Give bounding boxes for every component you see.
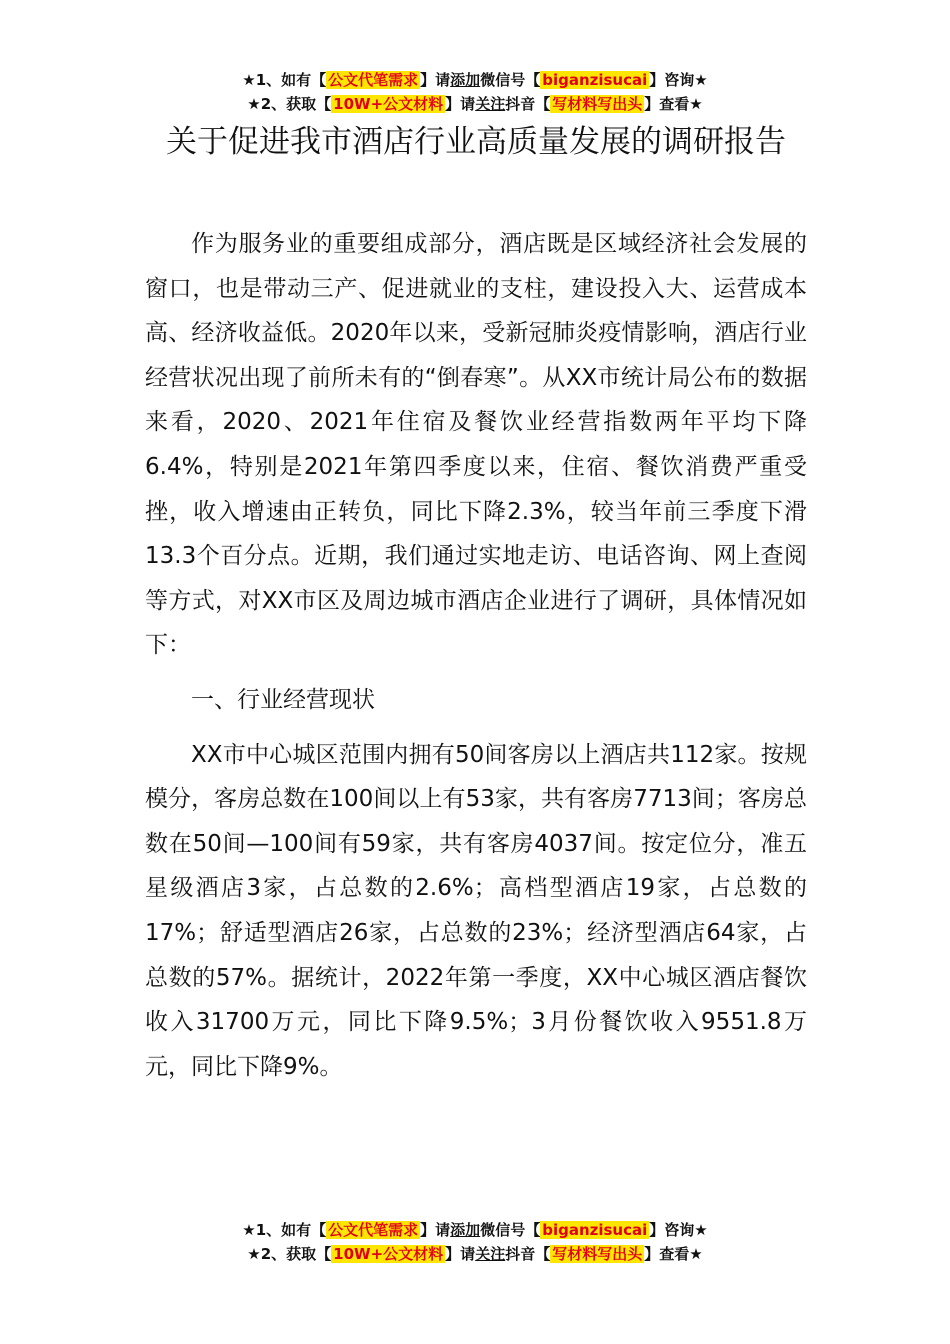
promo-banner-bottom <box>0 1218 950 1266</box>
promo-line-2 <box>0 92 950 116</box>
promo-banner-top <box>0 68 950 116</box>
promo-highlight: 10W+公文材料 <box>333 1245 444 1263</box>
star-icon: ★ <box>694 1221 708 1239</box>
promo-text: 1、如有【 <box>255 1221 327 1239</box>
promo-text: 微信号【 <box>480 71 541 89</box>
promo-text: 微信号【 <box>480 1221 541 1239</box>
promo-text: 2、获取【 <box>260 1245 332 1263</box>
promo-text: 】咨询 <box>649 71 695 89</box>
promo-underlined-word: 添加 <box>450 71 481 89</box>
promo-highlight: 公文代笔需求 <box>328 71 419 89</box>
document-body <box>145 222 807 1089</box>
promo-text: 】请 <box>445 95 476 113</box>
promo-text: 】请 <box>420 71 451 89</box>
promo-text: 】咨询 <box>649 1221 695 1239</box>
promo-line-1 <box>0 1218 950 1242</box>
document-title: 关于促进我市酒店行业高质量发展的调研报告 <box>166 124 786 160</box>
promo-underlined-word: 关注 <box>475 95 506 113</box>
star-icon: ★ <box>689 1245 703 1263</box>
promo-text: 】查看 <box>644 95 690 113</box>
promo-line-2 <box>0 1242 950 1266</box>
wechat-id-highlight: biganzisucai <box>542 1221 648 1239</box>
promo-text: 】请 <box>420 1221 451 1239</box>
promo-highlight: 10W+公文材料 <box>333 95 444 113</box>
promo-highlight: 公文代笔需求 <box>328 1221 419 1239</box>
promo-line-1 <box>0 68 950 92</box>
intro-paragraph: 作为服务业的重要组成部分，酒店既是区域经济社会发展的窗口，也是带动三产、促进就业的支柱，建设投入大、运营成本高、经济收益低。2020年以来，受新冠肺炎疫情影响，酒店行业经营状况出现了前所未有的“倒春寒”。从XX市统计局公布的数据来看，2020、2021年住宿及餐饮业经营指数两年平均下降6.4%，特别是2021年第四季度以来，住宿、餐饮消费严重受挫，收入增速由正转负，同比下降2.3%，较当年前三季度下滑13.3个百分点。近期，我们通过实地走访、电话咨询、网上查阅等方式，对XX市区及周边城市酒店企业进行了调研，具体情况如下： <box>145 231 807 659</box>
promo-text: 2、获取【 <box>260 95 332 113</box>
star-icon: ★ <box>242 1221 256 1239</box>
promo-text: 1、如有【 <box>255 71 327 89</box>
promo-text: 】请 <box>445 1245 476 1263</box>
star-icon: ★ <box>242 71 256 89</box>
star-icon: ★ <box>247 95 261 113</box>
promo-underlined-word: 添加 <box>450 1221 481 1239</box>
section-heading: 一、行业经营现状 <box>191 686 375 713</box>
promo-text: 】查看 <box>644 1245 690 1263</box>
wechat-id-highlight: biganzisucai <box>542 71 648 89</box>
promo-text: 抖音【 <box>505 95 551 113</box>
promo-text: 抖音【 <box>505 1245 551 1263</box>
star-icon: ★ <box>247 1245 261 1263</box>
douyin-id-highlight: 写材料写出头 <box>552 1245 643 1263</box>
section-paragraph: XX市中心城区范围内拥有50间客房以上酒店共112家。按规模分，客房总数在100间以上有53家，共有客房7713间；客房总数在50间—100间有59家，共有客房4037间。按定位分，准五星级酒店3家，占总数的2.6%；高档型酒店19家，占总数的17%；舒适型酒店26家，占总数的23%；经济型酒店64家，占总数的57%。据统计，2022年第一季度，XX中心城区酒店餐饮收入31700万元，同比下降9.5%；3月份餐饮收入9551.8万元，同比下降9%。 <box>145 741 807 1080</box>
star-icon: ★ <box>689 95 703 113</box>
douyin-id-highlight: 写材料写出头 <box>552 95 643 113</box>
star-icon: ★ <box>694 71 708 89</box>
promo-underlined-word: 关注 <box>475 1245 506 1263</box>
